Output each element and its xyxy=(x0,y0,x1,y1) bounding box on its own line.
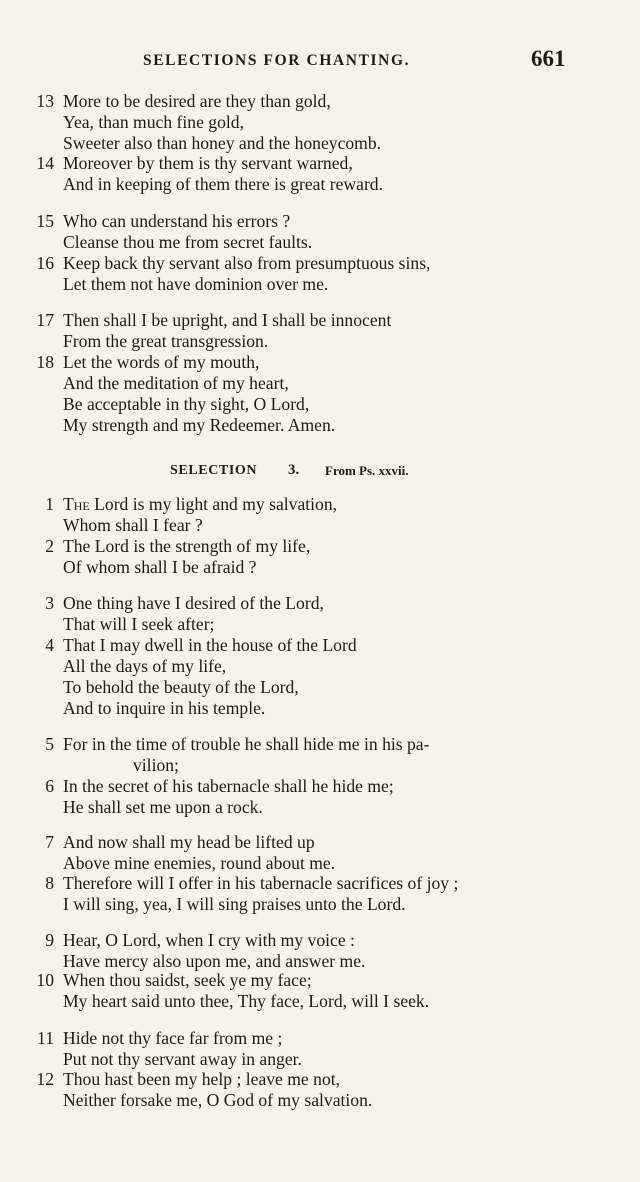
verse-number: 17 xyxy=(36,310,54,330)
verse-text: Of whom shall I be afraid ? xyxy=(63,557,257,577)
verse-line xyxy=(0,274,640,295)
verse-text: Be acceptable in thy sight, O Lord, xyxy=(63,394,310,414)
verse-text: My strength and my Redeemer. Amen. xyxy=(63,415,336,435)
verse-text: For in the time of trouble he shall hide me in his pa- xyxy=(63,734,430,754)
verse-text: Above mine enemies, round about me. xyxy=(63,853,336,873)
verse-line xyxy=(0,677,640,698)
verse-text: Let the words of my mouth, xyxy=(63,352,260,372)
verse-line xyxy=(0,112,640,133)
page-number: 661 xyxy=(531,46,566,71)
verse-text: And the meditation of my heart, xyxy=(63,373,289,393)
verse-line xyxy=(0,970,640,991)
verse-line xyxy=(0,557,640,578)
selection-title: SELECTION xyxy=(170,463,258,478)
verse-line xyxy=(0,536,640,557)
verse-text: To behold the beauty of the Lord, xyxy=(63,677,299,697)
verse-number: 2 xyxy=(45,536,54,556)
verse-number: 1 xyxy=(45,494,54,514)
verse-text: And now shall my head be lifted up xyxy=(63,832,315,852)
verse-number: 12 xyxy=(36,1069,54,1089)
verse-line xyxy=(0,494,640,515)
verse-line xyxy=(0,991,640,1012)
verse-text: Who can understand his errors ? xyxy=(63,211,291,231)
verse-line xyxy=(0,635,640,656)
verse-line xyxy=(0,614,640,635)
verse-text: Hear, O Lord, when I cry with my voice : xyxy=(63,930,355,950)
verse-line xyxy=(0,755,640,776)
verse-line xyxy=(0,232,640,253)
verse-line xyxy=(0,698,640,719)
verse-line xyxy=(0,373,640,394)
verse-line xyxy=(0,153,640,174)
verse-line xyxy=(0,515,640,536)
verse-text: Yea, than much fine gold, xyxy=(63,112,244,132)
verse-text: When thou saidst, seek ye my face; xyxy=(63,970,312,990)
verse-line xyxy=(0,832,640,853)
verse-line xyxy=(0,873,640,894)
verse-text: That will I seek after; xyxy=(63,614,215,634)
verse-line xyxy=(0,797,640,818)
verse-line xyxy=(0,253,640,274)
verse-number: 6 xyxy=(45,776,54,796)
verse-line xyxy=(0,415,640,436)
verse-text: Then shall I be upright, and I shall be innocent xyxy=(63,310,392,330)
verse-line xyxy=(0,930,640,951)
verse-number: 15 xyxy=(36,211,54,231)
verse-text: And to inquire in his temple. xyxy=(63,698,266,718)
verse-text: Keep back thy servant also from presumptuous sins, xyxy=(63,253,431,273)
verse-text: Moreover by them is thy servant warned, xyxy=(63,153,353,173)
verse-text: In the secret of his tabernacle shall he hide me; xyxy=(63,776,394,796)
selection-heading xyxy=(0,461,640,483)
verse-line xyxy=(0,133,640,154)
verse-line xyxy=(0,394,640,415)
verse-text: vilion; xyxy=(133,755,179,775)
verse-text: All the days of my life, xyxy=(63,656,227,676)
verse-number: 11 xyxy=(37,1028,54,1048)
verse-line xyxy=(0,776,640,797)
verse-text: And in keeping of them there is great reward. xyxy=(63,174,383,194)
verse-number: 4 xyxy=(45,635,54,655)
verse-text: I will sing, yea, I will sing praises unto the Lord. xyxy=(63,894,406,914)
verse-line xyxy=(0,734,640,755)
verse-lead-word: The xyxy=(63,494,90,514)
verse-line xyxy=(0,1069,640,1090)
verse-text: Neither forsake me, O God of my salvation. xyxy=(63,1090,373,1110)
verse-text: Have mercy also upon me, and answer me. xyxy=(63,951,366,971)
verse-text: One thing have I desired of the Lord, xyxy=(63,593,324,613)
selection-source: From Ps. xxvii. xyxy=(325,463,409,478)
verse-text: My heart said unto thee, Thy face, Lord, will I seek. xyxy=(63,991,430,1011)
verse-line xyxy=(0,894,640,915)
verse-line xyxy=(0,951,640,972)
verse-text: Sweeter also than honey and the honeycomb. xyxy=(63,133,382,153)
verse-text xyxy=(63,494,337,515)
verse-text: More to be desired are they than gold, xyxy=(63,91,331,111)
verse-number: 5 xyxy=(45,734,54,754)
verse-text: Whom shall I fear ? xyxy=(63,515,203,535)
verse-line xyxy=(0,656,640,677)
verse-line xyxy=(0,1028,640,1049)
verse-number: 9 xyxy=(45,930,54,950)
verse-line xyxy=(0,91,640,112)
verse-line xyxy=(0,352,640,373)
verse-number: 7 xyxy=(45,832,54,852)
verse-number: 14 xyxy=(36,153,54,173)
verse-text: Hide not thy face far from me ; xyxy=(63,1028,283,1048)
verse-text: Thou hast been my help ; leave me not, xyxy=(63,1069,341,1089)
verse-number: 3 xyxy=(45,593,54,613)
verse-line xyxy=(0,310,640,331)
verse-text: He shall set me upon a rock. xyxy=(63,797,263,817)
verse-text: Cleanse thou me from secret faults. xyxy=(63,232,313,252)
verse-line xyxy=(0,853,640,874)
verse-line xyxy=(0,1049,640,1070)
verse-line xyxy=(0,211,640,232)
verse-number: 16 xyxy=(36,253,54,273)
verse-text: Let them not have dominion over me. xyxy=(63,274,329,294)
verse-text: The Lord is the strength of my life, xyxy=(63,536,311,556)
verse-number: 13 xyxy=(36,91,54,111)
verse-number: 18 xyxy=(36,352,54,372)
verse-number: 10 xyxy=(36,970,54,990)
verse-line xyxy=(0,1090,640,1111)
verse-number: 8 xyxy=(45,873,54,893)
selection-number: 3. xyxy=(288,462,300,478)
verse-rest: Lord is my light and my salvation, xyxy=(89,494,338,514)
page-header xyxy=(0,48,640,78)
verse-text: From the great transgression. xyxy=(63,331,269,351)
verse-line xyxy=(0,593,640,614)
verse-text: Put not thy servant away in anger. xyxy=(63,1049,302,1069)
verse-text: That I may dwell in the house of the Lord xyxy=(63,635,357,655)
verse-text: Therefore will I offer in his tabernacle sacrifices of joy ; xyxy=(63,873,459,893)
running-title: SELECTIONS FOR CHANTING. xyxy=(143,52,411,69)
verse-line xyxy=(0,174,640,195)
verse-line xyxy=(0,331,640,352)
